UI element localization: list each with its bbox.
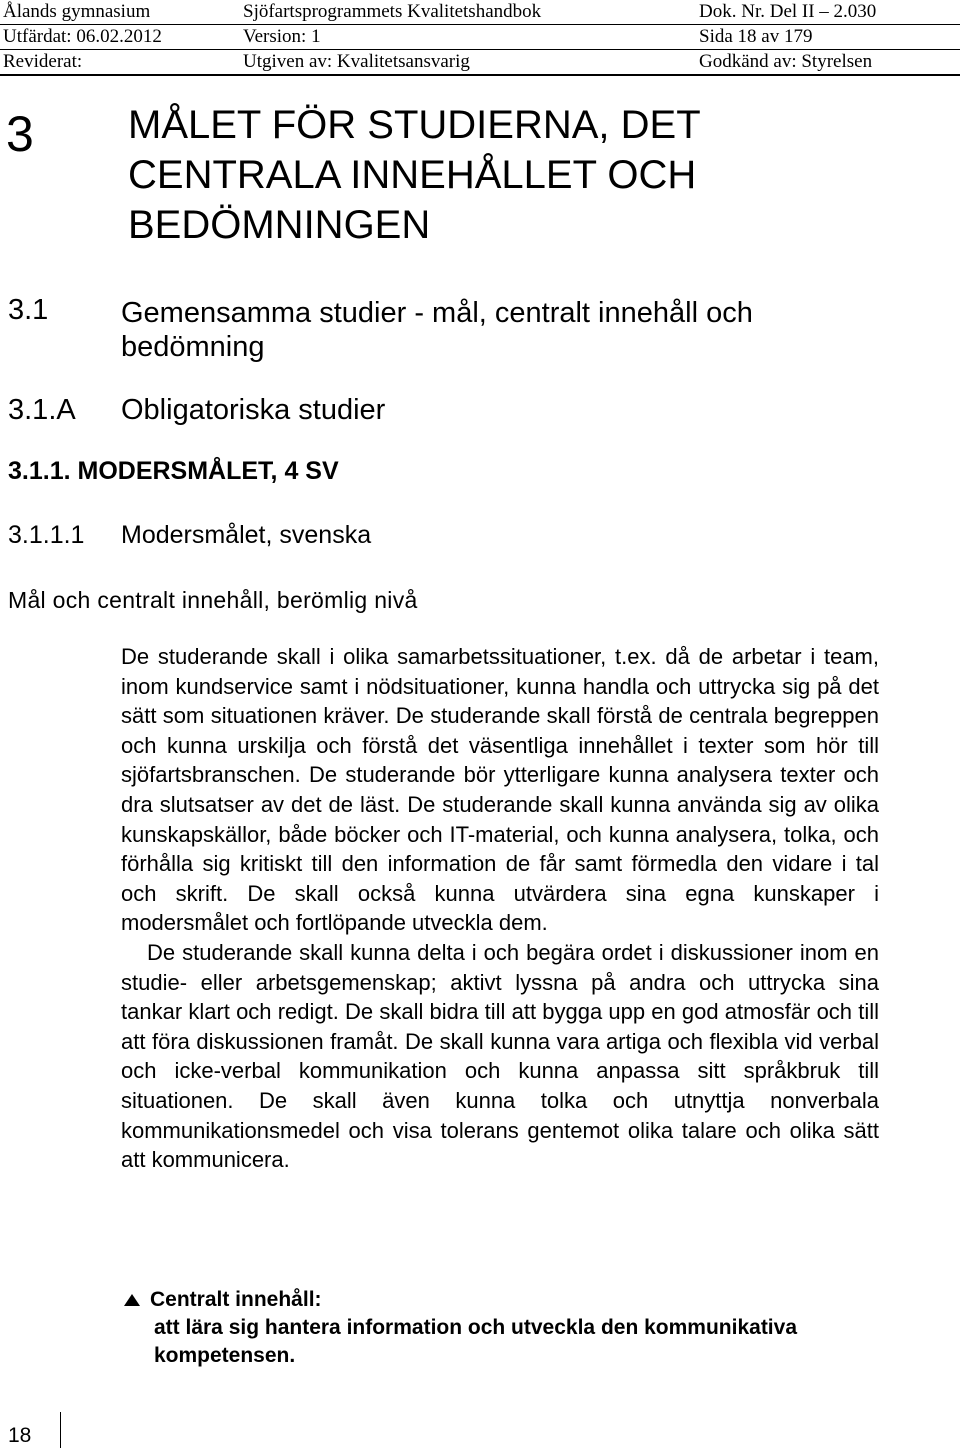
central-content [124,1286,914,1370]
header-row-2 [0,25,960,50]
margin-divider [60,1412,61,1448]
course-sub-number: 3.1.1.1 [8,521,85,549]
header-doc-number: Dok. Nr. Del II – 2.030 [699,1,877,22]
chapter-title-line: MÅLET FÖR STUDIERNA, DET [128,103,701,147]
central-content-text: att lära sig hantera information och utveckla den kommunikativa kompetensen. [154,1316,798,1367]
header-published-by: Utgiven av: Kvalitetsansvarig [243,51,470,72]
section-title [121,296,753,364]
header-page: Sida 18 av 179 [699,26,813,47]
section-title-line: bedömning [121,331,265,363]
central-content-label: Centralt innehåll: [150,1288,322,1311]
chapter-title-line: BEDÖMNINGEN [128,203,431,247]
course-sub-title: Modersmålet, svenska [121,521,372,549]
section-title-line: Gemensamma studier - mål, centralt innehåll och [121,297,753,329]
section-number: 3.1 [8,294,49,326]
subsection-title: Obligatoriska studier [121,394,386,426]
central-content-label-row [124,1286,914,1314]
header-row-1 [0,0,960,25]
triangle-up-icon [124,1294,140,1306]
subsection-number: 3.1.A [8,394,76,426]
page-number: 18 [8,1424,32,1447]
body-text [121,642,879,1175]
header-issued: Utfärdat: 06.02.2012 [3,26,162,47]
goals-heading: Mål och centralt innehåll, berömlig nivå [8,587,418,613]
chapter-number: 3 [6,106,34,162]
header-version: Version: 1 [243,26,321,47]
chapter-title [128,100,701,250]
document-header [0,0,960,76]
paragraph: De studerande skall kunna delta i och begära ordet i diskussioner inom en studie- eller arbetsgemenskap; aktivt lyssna på andra och uttrycka sina tankar klart och redigt. De skall bidra till att bygga upp en god atmosfär och till att föra diskussionen framåt. De skall kunna vara artiga och flexibla vid verbal och icke-verbal kommunikation och kunna anpassa sitt språkbruk till situationen. De skall även kunna tolka och utnyttja nonverbala kommunikationsmedel och visa tolerans gentemot olika talare och olika sätt att kommunicera. [121,939,879,1173]
header-handbook: Sjöfartsprogrammets Kvalitetshandbok [243,1,542,22]
chapter-title-line: CENTRALA INNEHÅLLET OCH [128,153,697,197]
header-school: Ålands gymnasium [3,1,151,22]
paragraph: De studerande skall i olika samarbetssituationer, t.ex. då de arbetar i team, inom kundservice samt i nödsituationer, kunna handla och uttrycka sig på det sätt som situationen kräver. De studerande skall förstå de centrala begreppen och kunna urskilja och förstå det väsentliga innehållet i texter som hör till sjöfartsbranschen. De studerande bör ytterligare kunna analysera texter och dra slutsatser av det de läst. De studerande skall kunna använda sig av olika kunskapskällor, både böcker och IT-material, och kunna analysera, tolka, och förhålla sig kritiskt till den information de får samt förmedla den vidare i tal och skrift. De skall också kunna utvärdera sina egna kunskaper i modersmålet och fortlöpande utveckla dem. [121,644,879,936]
header-row-3 [0,50,960,76]
header-approved-by: Godkänd av: Styrelsen [699,51,873,72]
header-revised: Reviderat: [3,51,83,72]
course-heading: 3.1.1. MODERSMÅLET, 4 SV [8,457,339,485]
